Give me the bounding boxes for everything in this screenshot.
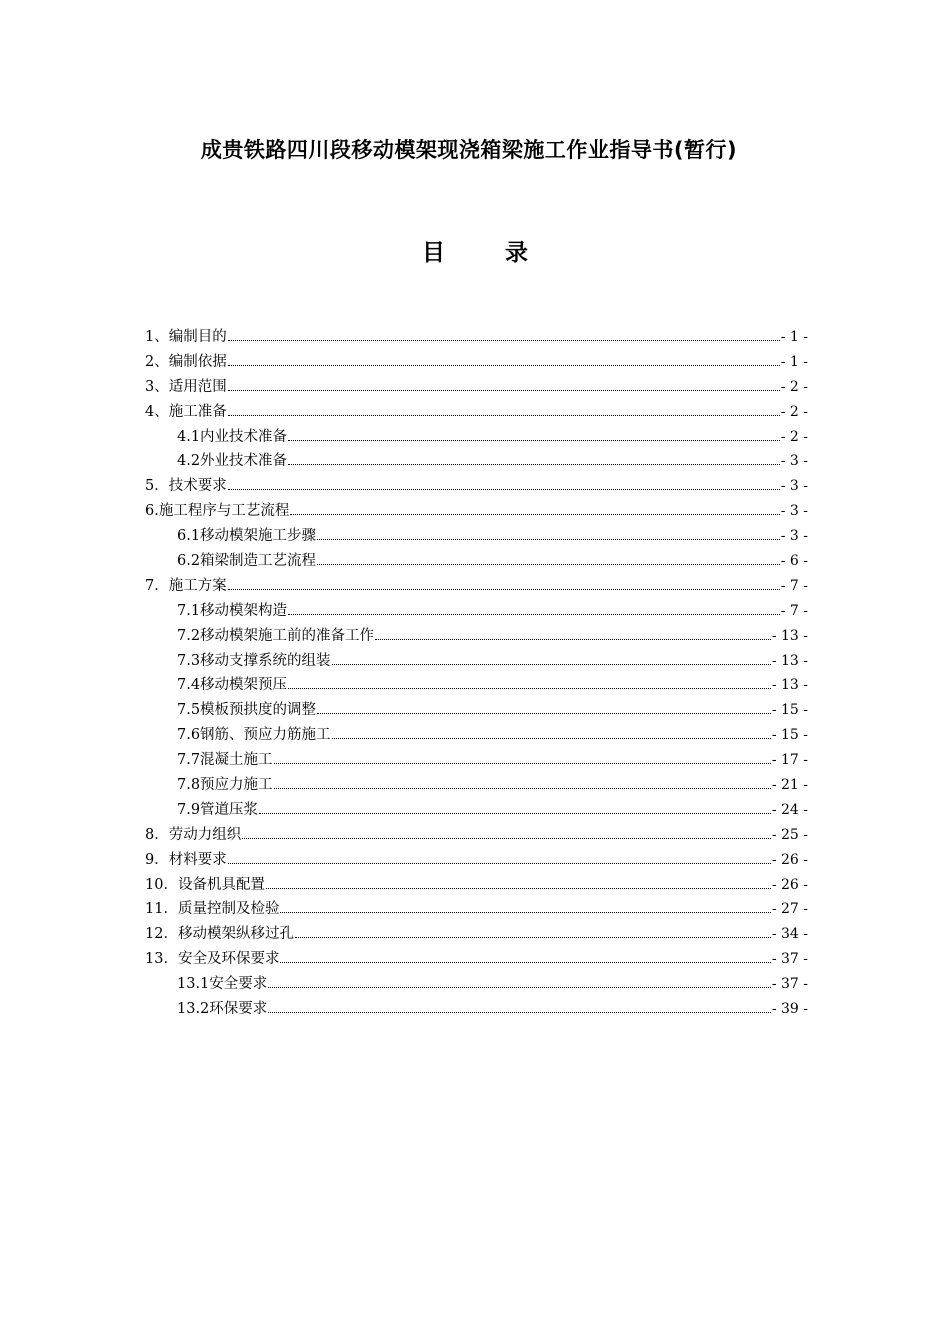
toc-entry-label: 7.7混凝土施工 <box>177 752 273 769</box>
toc-dot-leader <box>295 937 771 938</box>
toc-dot-leader <box>228 390 780 391</box>
toc-dot-leader <box>317 713 771 714</box>
toc-dot-leader <box>375 639 771 640</box>
toc-entry-page: - 2 - <box>780 428 808 445</box>
toc-entry-page: - 1 - <box>780 329 808 345</box>
toc-entry-label: 5．技术要求 <box>145 478 227 495</box>
toc-entry[interactable] <box>145 723 808 748</box>
toc-entry-page: - 15 - <box>771 702 808 719</box>
toc-entry-label: 7．施工方案 <box>145 577 227 594</box>
toc-entry[interactable] <box>145 922 808 947</box>
toc-entry-label: 4.1内业技术准备 <box>177 428 288 445</box>
toc-entry-label: 6.施工程序与工艺流程 <box>145 503 290 520</box>
toc-entry-page: - 17 - <box>771 752 808 769</box>
toc-entry-page: - 26 - <box>771 851 808 868</box>
toc-entry[interactable] <box>145 798 808 823</box>
toc-entry[interactable] <box>145 400 808 425</box>
toc-entry-label: 13．安全及环保要求 <box>145 951 280 968</box>
toc-dot-leader <box>228 863 771 864</box>
toc-entry[interactable] <box>145 325 808 350</box>
toc-entry-page: - 6 - <box>780 553 808 570</box>
toc-entry-page: - 3 - <box>780 453 808 470</box>
toc-dot-leader <box>228 365 780 366</box>
toc-entry-page: - 1 - <box>780 353 808 370</box>
toc-entry[interactable] <box>145 524 808 549</box>
toc-entry-page: - 7 - <box>780 602 808 619</box>
toc-entry-label: 7.6钢筋、预应力筋施工 <box>177 727 331 744</box>
toc-entry[interactable] <box>145 873 808 898</box>
toc-entry-label: 7.8预应力施工 <box>177 777 273 794</box>
toc-entry-page: - 37 - <box>771 951 808 968</box>
toc-entry[interactable] <box>145 972 808 997</box>
toc-entry[interactable] <box>145 425 808 450</box>
toc-entry[interactable] <box>145 499 808 524</box>
toc-entry-label: 10．设备机具配置 <box>145 876 265 893</box>
toc-entry[interactable] <box>145 848 808 873</box>
toc-dot-leader <box>317 539 780 540</box>
toc-entry-page: - 13 - <box>771 627 808 644</box>
toc-entry-label: 7.2移动模架施工前的准备工作 <box>177 627 375 644</box>
toc-dot-leader <box>288 464 780 465</box>
toc-dot-leader <box>317 564 780 565</box>
toc-dot-leader <box>274 763 771 764</box>
toc-entry-label: 13.2环保要求 <box>177 1001 268 1018</box>
toc-entry-label: 11．质量控制及检验 <box>145 901 280 918</box>
toc-entry-page: - 24 - <box>771 801 808 818</box>
toc-dot-leader <box>268 1012 771 1013</box>
toc-dot-leader <box>288 440 780 441</box>
toc-dot-leader <box>228 340 780 341</box>
toc-dot-leader <box>259 813 771 814</box>
toc-entry[interactable] <box>145 823 808 848</box>
toc-entry-label: 4、施工准备 <box>145 403 227 420</box>
toc-entry-page: - 3 - <box>780 503 808 520</box>
toc-dot-leader <box>266 888 771 889</box>
toc-dot-leader <box>268 987 771 988</box>
toc-entry-label: 8．劳动力组织 <box>145 826 242 843</box>
toc-dot-leader <box>332 664 771 665</box>
toc-entry-label: 7.1移动模架构造 <box>177 602 288 619</box>
toc-dot-leader <box>290 514 779 515</box>
toc-dot-leader <box>288 614 780 615</box>
toc-entry-label: 9．材料要求 <box>145 851 227 868</box>
toc-entry-page: - 39 - <box>771 1001 808 1018</box>
toc-dot-leader <box>228 589 780 590</box>
toc-entry[interactable] <box>145 350 808 375</box>
toc-entry[interactable] <box>145 449 808 474</box>
toc-entry-label: 7.4移动模架预压 <box>177 677 288 694</box>
toc-entry-page: - 7 - <box>780 577 808 594</box>
toc-entry-page: - 37 - <box>771 976 808 993</box>
toc-entry[interactable] <box>145 748 808 773</box>
toc-entry-page: - 3 - <box>780 528 808 545</box>
toc-entry[interactable] <box>145 599 808 624</box>
toc-entry-page: - 15 - <box>771 727 808 744</box>
toc-entry-label: 6.2箱梁制造工艺流程 <box>177 553 317 570</box>
toc-entry-label: 7.3移动支撑系统的组装 <box>177 652 331 669</box>
toc-entry-page: - 21 - <box>771 777 808 794</box>
toc-entry-page: - 13 - <box>771 677 808 694</box>
toc-entry-label: 3、适用范围 <box>145 378 227 395</box>
toc-heading: 目 录 <box>421 240 554 266</box>
toc-entry-label: 4.2外业技术准备 <box>177 453 288 470</box>
toc-entry-page: - 34 - <box>771 926 808 943</box>
toc-entry[interactable] <box>145 698 808 723</box>
toc-entry-page: - 26 - <box>771 876 808 893</box>
toc-entry-page: - 13 - <box>771 652 808 669</box>
toc-dot-leader <box>280 912 770 913</box>
toc-entry[interactable] <box>145 997 808 1022</box>
toc-dot-leader <box>332 738 771 739</box>
toc-dot-leader <box>274 788 771 789</box>
toc-entry-label: 2、编制依据 <box>145 353 227 370</box>
toc-entry[interactable] <box>145 773 808 798</box>
table-of-contents <box>145 325 808 1022</box>
toc-dot-leader <box>228 415 780 416</box>
toc-entry-page: - 25 - <box>771 826 808 843</box>
toc-entry-page: - 2 - <box>780 403 808 420</box>
toc-entry-label: 7.5模板预拱度的调整 <box>177 702 317 719</box>
toc-entry-label: 1、编制目的 <box>145 329 227 345</box>
toc-dot-leader <box>242 838 771 839</box>
toc-entry-label: 12．移动模架纵移过孔 <box>145 926 294 943</box>
toc-entry[interactable] <box>145 649 808 674</box>
toc-entry[interactable] <box>145 574 808 599</box>
toc-entry-page: - 3 - <box>780 478 808 495</box>
toc-entry-page: - 2 - <box>780 378 808 395</box>
toc-entry[interactable] <box>145 897 808 922</box>
toc-entry[interactable] <box>145 947 808 972</box>
toc-entry-label: 13.1安全要求 <box>177 976 268 993</box>
toc-entry-page: - 27 - <box>771 901 808 918</box>
toc-dot-leader <box>228 489 780 490</box>
toc-dot-leader <box>280 962 770 963</box>
document-title: 成贵铁路四川段移动模架现浇箱梁施工作业指导书(暂行) <box>200 138 738 162</box>
toc-dot-leader <box>288 688 771 689</box>
toc-entry[interactable] <box>145 549 808 574</box>
toc-entry[interactable] <box>145 375 808 400</box>
toc-entry[interactable] <box>145 474 808 499</box>
toc-entry-label: 7.9管道压浆 <box>177 801 259 818</box>
toc-entry-label: 6.1移动模架施工步骤 <box>177 528 317 545</box>
toc-entry[interactable] <box>145 673 808 698</box>
toc-entry[interactable] <box>145 624 808 649</box>
